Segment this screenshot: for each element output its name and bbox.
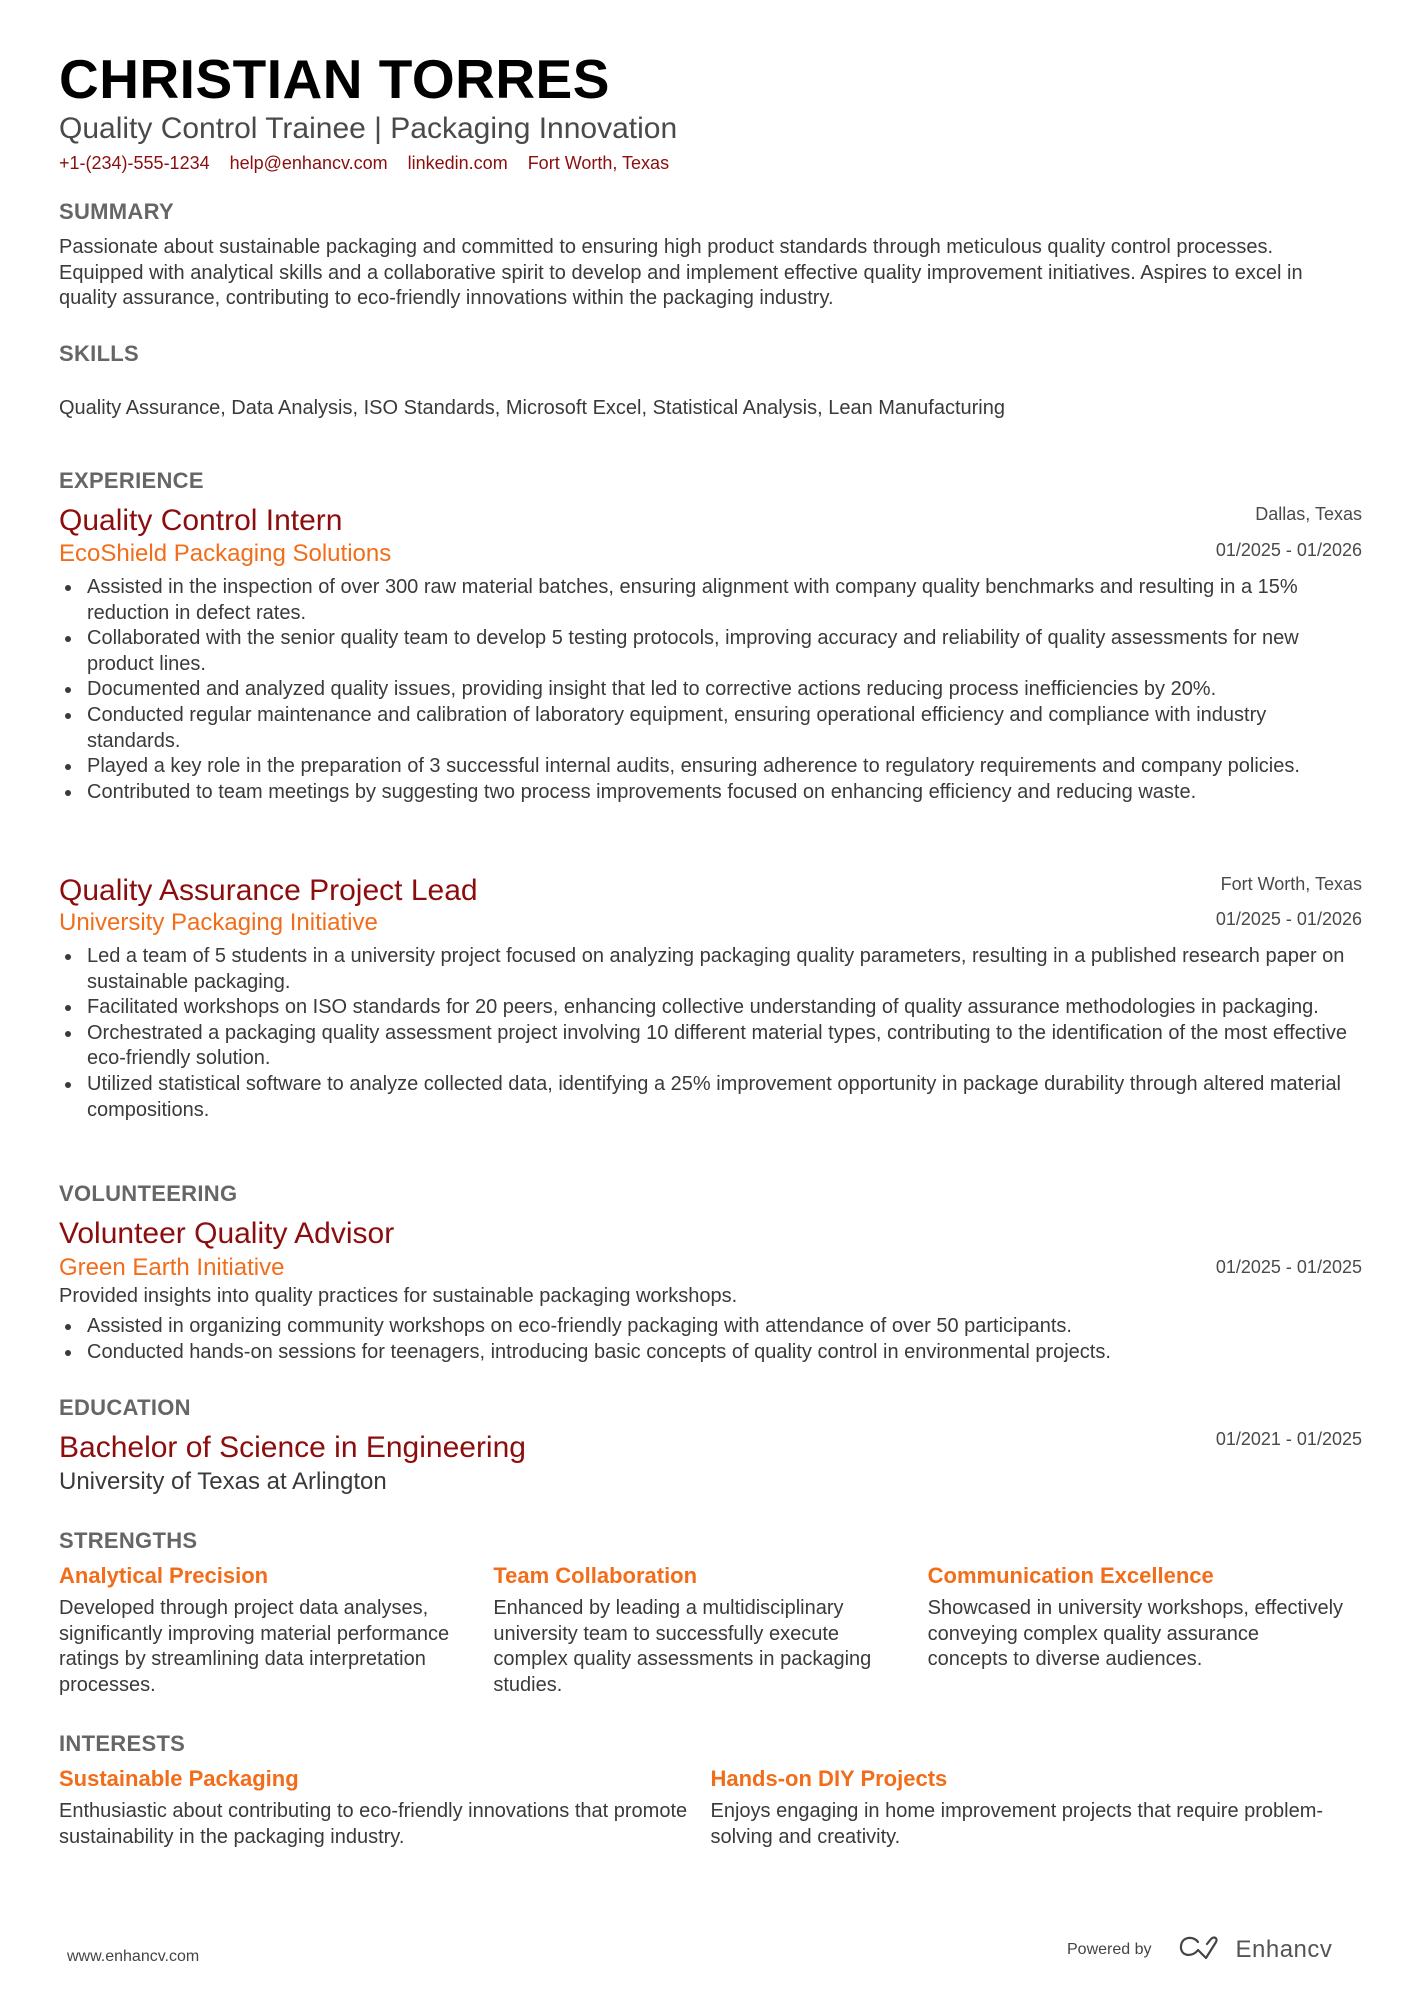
bullet-item: Utilized statistical software to analyze collected data, identifying a 25% improvement opportunity in package durability through altered material compositions. xyxy=(59,1072,1362,1123)
contact-location: Fort Worth, Texas xyxy=(527,153,670,173)
bullet-item: Collaborated with the senior quality team to develop 5 testing protocols, improving accuracy and reliability of quality assessments for new product lines. xyxy=(59,626,1362,677)
section-title-strengths: STRENGTHS xyxy=(59,1528,198,1553)
job-title: Quality Control Intern xyxy=(59,504,343,537)
skills-text: Quality Assurance, Data Analysis, ISO Standards, Microsoft Excel, Statistical Analysis, Lean Manufacturing xyxy=(59,397,1005,419)
volunteer-bullets xyxy=(59,1314,1362,1365)
job-title: Quality Assurance Project Lead xyxy=(59,874,478,907)
volunteer-role: Volunteer Quality Advisor xyxy=(59,1217,395,1250)
interest-item xyxy=(711,1765,1363,1850)
company-name: University Packaging Initiative xyxy=(59,909,378,936)
section-title-interests: INTERESTS xyxy=(59,1731,186,1756)
section-title-summary: SUMMARY xyxy=(59,199,174,224)
enhancv-brand-link[interactable] xyxy=(1178,1934,1333,1965)
volunteer-org: Green Earth Initiative xyxy=(59,1254,285,1281)
candidate-name: CHRISTIAN TORRES xyxy=(59,48,610,110)
bullet-item: Played a key role in the preparation of 3 successful internal audits, ensuring adherence to regulatory requirements and company policies. xyxy=(59,754,1362,780)
bullet-item: Assisted in organizing community workshops on eco-friendly packaging with attendance of over 50 participants. xyxy=(59,1314,1362,1340)
contact-phone[interactable]: +1-(234)-555-1234 xyxy=(59,153,210,173)
job-location: Dallas, Texas xyxy=(1255,504,1362,524)
company-name: EcoShield Packaging Solutions xyxy=(59,540,392,567)
bullet-item: Conducted hands-on sessions for teenagers, introducing basic concepts of quality control in environmental projects. xyxy=(59,1340,1362,1366)
section-title-volunteering: VOLUNTEERING xyxy=(59,1181,238,1206)
enhancv-logo-icon xyxy=(1178,1934,1224,1965)
strength-item xyxy=(928,1562,1362,1698)
bullet-item: Facilitated workshops on ISO standards for 20 peers, enhancing collective understanding of quality assurance methodologies in packaging. xyxy=(59,995,1362,1021)
strength-text: Developed through project data analyses, significantly improving material performance ratings by streamlining data interpretation processes. xyxy=(59,1597,450,1696)
enhancv-brand-name: Enhancv xyxy=(1235,1935,1333,1963)
footer-branding xyxy=(1067,1934,1332,1965)
job-bullets xyxy=(59,944,1362,1123)
bullet-item: Assisted in the inspection of over 300 raw material batches, ensuring alignment with company quality benchmarks and resulting in a 15% reduction in defect rates. xyxy=(59,575,1362,626)
strength-title: Analytical Precision xyxy=(59,1563,269,1588)
powered-by-label: Powered by xyxy=(1067,1940,1152,1958)
section-title-experience: EXPERIENCE xyxy=(59,468,204,493)
summary-text: Passionate about sustainable packaging and committed to ensuring high product standards through meticulous quality control processes. Equipped with analytical skills and a collaborative spirit to develop and implement effective quality improvement initiatives. Aspires to excel in quality assurance, contributing to eco-friendly innovations within the packaging industry. xyxy=(59,236,1303,310)
interests-grid xyxy=(59,1765,1362,1850)
interest-text: Enjoys engaging in home improvement projects that require problem-solving and creativity. xyxy=(710,1800,1324,1848)
school-name: University of Texas at Arlington xyxy=(59,1468,387,1495)
bullet-item: Led a team of 5 students in a university project focused on analyzing packaging quality parameters, resulting in a published research paper on sustainable packaging. xyxy=(59,944,1362,995)
volunteer-description: Provided insights into quality practices for sustainable packaging workshops. xyxy=(59,1285,738,1307)
job-dates: 01/2025 - 01/2026 xyxy=(1215,909,1362,929)
candidate-headline: Quality Control Trainee | Packaging Innovation xyxy=(59,112,678,145)
interest-text: Enthusiastic about contributing to eco-friendly innovations that promote sustainability in the packaging industry. xyxy=(59,1800,688,1848)
job-bullets xyxy=(59,575,1362,805)
contact-row xyxy=(59,151,669,175)
interest-item xyxy=(59,1765,711,1850)
degree-title: Bachelor of Science in Engineering xyxy=(59,1431,526,1464)
interest-title: Sustainable Packaging xyxy=(59,1766,299,1791)
strength-title: Communication Excellence xyxy=(927,1563,1214,1588)
interest-title: Hands-on DIY Projects xyxy=(710,1766,948,1791)
job-location: Fort Worth, Texas xyxy=(1220,874,1362,894)
volunteer-dates: 01/2025 - 01/2025 xyxy=(1215,1257,1362,1277)
bullet-item: Orchestrated a packaging quality assessment project involving 10 different material types, contributing to the identification of the most effective eco-friendly solution. xyxy=(59,1021,1362,1072)
education-dates: 01/2021 - 01/2025 xyxy=(1215,1429,1362,1449)
strength-title: Team Collaboration xyxy=(493,1563,698,1588)
strength-text: Enhanced by leading a multidisciplinary university team to successfully execute complex quality assessments in packaging studies. xyxy=(493,1597,872,1696)
bullet-item: Documented and analyzed quality issues, providing insight that led to corrective actions reducing process inefficiencies by 20%. xyxy=(59,677,1362,703)
section-title-skills: SKILLS xyxy=(59,341,140,366)
footer-website-link[interactable]: www.enhancv.com xyxy=(67,1948,200,1965)
strength-item xyxy=(59,1562,493,1698)
contact-linkedin[interactable]: linkedin.com xyxy=(407,153,508,173)
strength-text: Showcased in university workshops, effectively conveying complex quality assurance concepts to diverse audiences. xyxy=(927,1597,1344,1671)
bullet-item: Contributed to team meetings by suggesting two process improvements focused on enhancing efficiency and reducing waste. xyxy=(59,780,1362,806)
strength-item xyxy=(493,1562,927,1698)
contact-email[interactable]: help@enhancv.com xyxy=(229,153,388,173)
job-dates: 01/2025 - 01/2026 xyxy=(1215,540,1362,560)
bullet-item: Conducted regular maintenance and calibration of laboratory equipment, ensuring operational efficiency and compliance with industry standards. xyxy=(59,703,1362,754)
section-title-education: EDUCATION xyxy=(59,1395,191,1420)
strengths-grid xyxy=(59,1562,1362,1698)
